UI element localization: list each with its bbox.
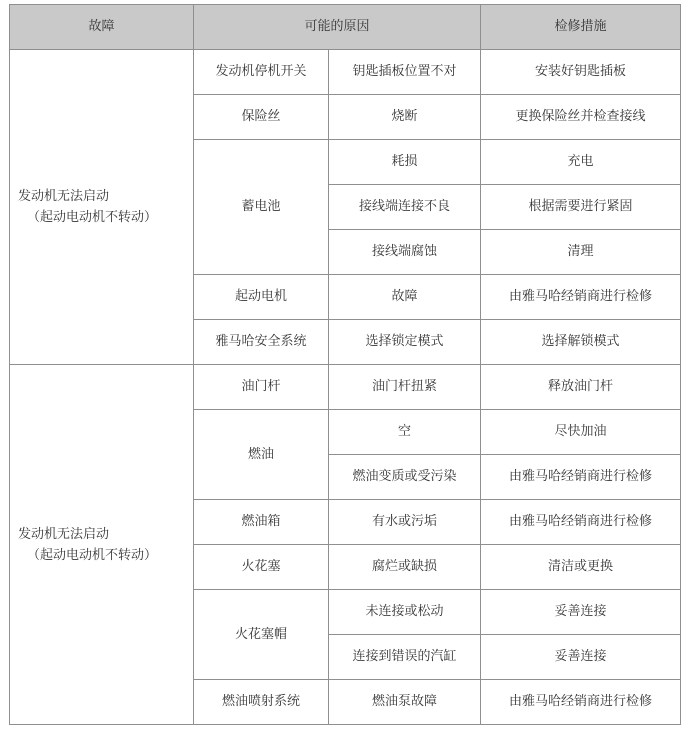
cause-cell: 故障 xyxy=(329,275,481,320)
component-cell: 雅马哈安全系统 xyxy=(194,320,329,365)
header-remedy: 检修措施 xyxy=(481,5,681,50)
cause-cell: 燃油泵故障 xyxy=(329,680,481,725)
troubleshooting-table-container xyxy=(9,4,681,725)
cause-cell: 有水或污垢 xyxy=(329,500,481,545)
cause-cell: 接线端连接不良 xyxy=(329,185,481,230)
action-cell: 清洁或更换 xyxy=(481,545,681,590)
action-cell: 由雅马哈经销商进行检修 xyxy=(481,680,681,725)
cause-cell: 烧断 xyxy=(329,95,481,140)
action-cell: 更换保险丝并检查接线 xyxy=(481,95,681,140)
action-cell: 由雅马哈经销商进行检修 xyxy=(481,275,681,320)
cause-cell: 接线端腐蚀 xyxy=(329,230,481,275)
symptom-line: 发动机无法启动 xyxy=(18,189,110,204)
table-header xyxy=(10,5,681,50)
cause-cell: 选择锁定模式 xyxy=(329,320,481,365)
cause-cell: 钥匙插板位置不对 xyxy=(329,50,481,95)
action-cell: 充电 xyxy=(481,140,681,185)
component-cell: 油门杆 xyxy=(194,365,329,410)
symptom-cell xyxy=(10,365,194,725)
cause-cell: 未连接或松动 xyxy=(329,590,481,635)
action-cell: 妥善连接 xyxy=(481,635,681,680)
symptom-subline: （起动电动机不转动） xyxy=(27,547,158,563)
component-cell: 火花塞 xyxy=(194,545,329,590)
action-cell: 由雅马哈经销商进行检修 xyxy=(481,500,681,545)
table-body xyxy=(10,50,681,725)
cause-cell: 腐烂或缺损 xyxy=(329,545,481,590)
symptom-line: 发动机无法启动 xyxy=(18,526,110,542)
header-fault: 故障 xyxy=(10,5,194,50)
component-cell: 起动电机 xyxy=(194,275,329,320)
cause-cell: 连接到错误的汽缸 xyxy=(329,635,481,680)
action-cell: 妥善连接 xyxy=(481,590,681,635)
cause-cell: 耗损 xyxy=(329,140,481,185)
cause-cell: 空 xyxy=(329,410,481,455)
action-cell: 清理 xyxy=(481,230,681,275)
action-cell: 释放油门杆 xyxy=(481,365,681,410)
symptom-subline: （起动电动机不转动） xyxy=(27,210,158,225)
action-cell: 选择解锁模式 xyxy=(481,320,681,365)
action-cell: 根据需要进行紧固 xyxy=(481,185,681,230)
component-cell: 火花塞帽 xyxy=(194,590,329,680)
component-cell: 保险丝 xyxy=(194,95,329,140)
component-cell: 燃油喷射系统 xyxy=(194,680,329,725)
component-cell: 燃油 xyxy=(194,410,329,500)
header-possible-cause: 可能的原因 xyxy=(194,5,481,50)
troubleshooting-table xyxy=(9,4,681,725)
symptom-cell xyxy=(10,50,194,365)
action-cell: 安装好钥匙插板 xyxy=(481,50,681,95)
table-row xyxy=(10,50,681,95)
cause-cell: 燃油变质或受污染 xyxy=(329,455,481,500)
component-cell: 蓄电池 xyxy=(194,140,329,275)
component-cell: 燃油箱 xyxy=(194,500,329,545)
component-cell: 发动机停机开关 xyxy=(194,50,329,95)
table-row xyxy=(10,365,681,410)
action-cell: 由雅马哈经销商进行检修 xyxy=(481,455,681,500)
header-row xyxy=(10,5,681,50)
action-cell: 尽快加油 xyxy=(481,410,681,455)
cause-cell: 油门杆扭紧 xyxy=(329,365,481,410)
